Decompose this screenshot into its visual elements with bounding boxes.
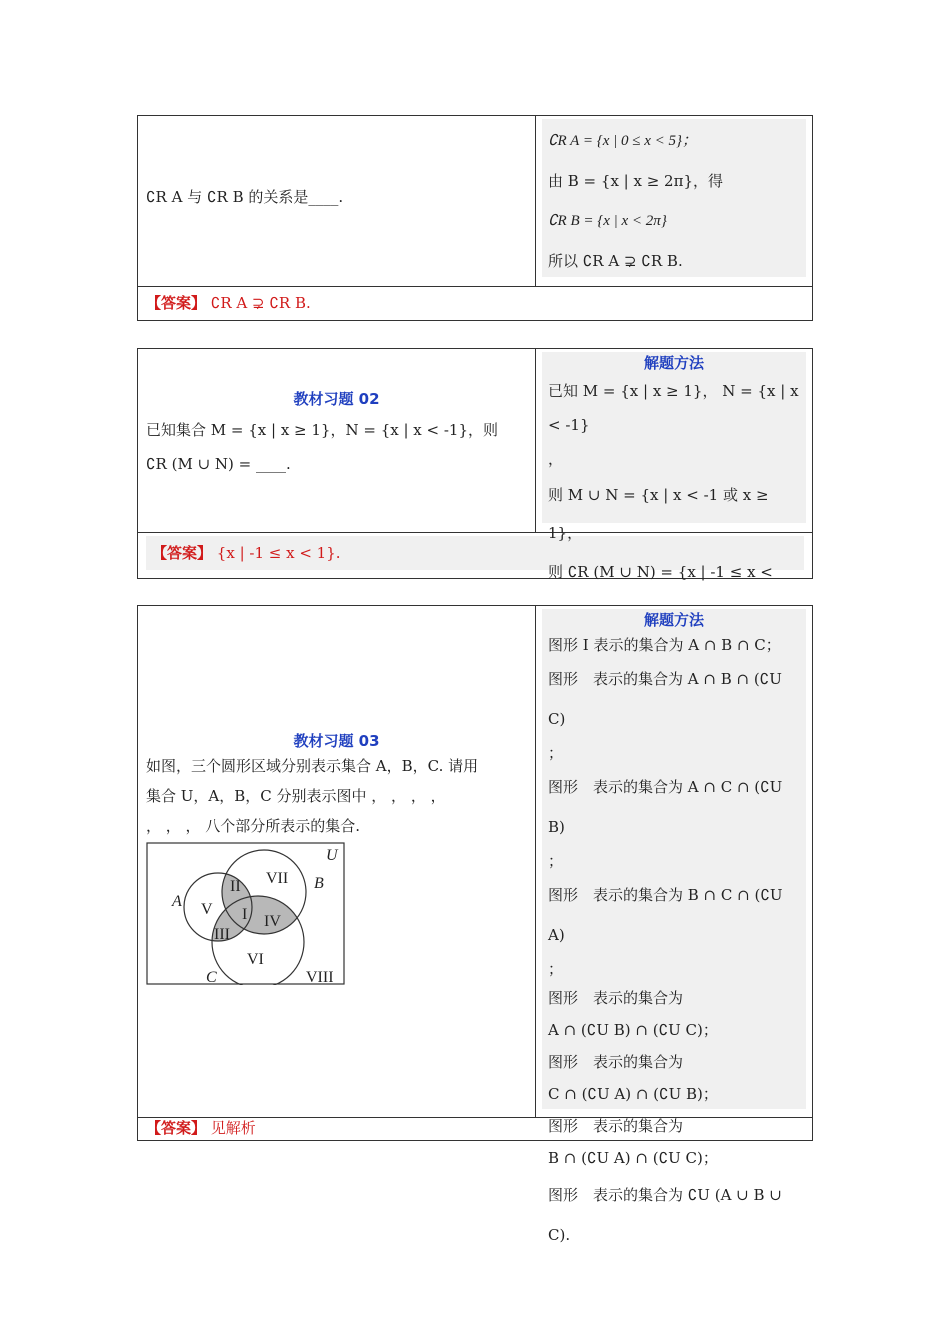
venn-diagram xyxy=(146,842,346,985)
solution-line: A ∩ (∁U B) ∩ (∁U C)； xyxy=(548,1021,718,1039)
answer-label: 【答案】 xyxy=(152,544,213,562)
answer-text: {x | -1 ≤ x < 1}. xyxy=(216,544,341,562)
answer-label: 【答案】 xyxy=(146,1119,207,1137)
solution-line: 已知 M = {x | x ≥ 1}， N = {x | x < -1} xyxy=(548,382,799,434)
region-ii: II xyxy=(230,878,241,895)
label-b: B xyxy=(314,875,324,892)
solution-line: 图形 表示的集合为 ∁U (A ∪ B ∪ C). xyxy=(548,1186,782,1244)
solution-line: C ∩ (∁U A) ∩ (∁U B)； xyxy=(548,1085,718,1103)
region-vi: VI xyxy=(247,951,264,968)
question-cell xyxy=(138,116,536,286)
region-i: I xyxy=(242,906,248,923)
question-line: 如图，三个圆形区域分别表示集合 A，B，C. 请用 xyxy=(146,757,479,775)
solution-line: 图形 表示的集合为 A ∩ B ∩ (∁U C) xyxy=(548,670,782,728)
solution-line: 所以 ∁R A ⊋ ∁R B. xyxy=(548,252,683,270)
solution-line: ； xyxy=(548,744,564,762)
region-viii: VIII xyxy=(306,969,334,985)
region-iv: IV xyxy=(264,913,281,930)
problem-table-2 xyxy=(137,348,813,579)
question-line: 已知集合 M = {x | x ≥ 1}，N = {x | x < -1}，则 xyxy=(146,421,499,439)
solution-line: 图形 表示的集合为 xyxy=(548,1117,684,1135)
question-body xyxy=(146,751,527,841)
solution-title: 解题方法 xyxy=(643,611,704,629)
question-title: 教材习题 02 xyxy=(293,390,380,408)
solution-line: 图形 表示的集合为 B ∩ C ∩ (∁U A) xyxy=(548,886,783,944)
solution-cell xyxy=(536,116,812,286)
solution-box xyxy=(542,352,806,581)
answer-text: ∁R A ⊋ ∁R B. xyxy=(210,294,311,312)
question-body xyxy=(146,415,527,483)
solution-title: 解题方法 xyxy=(643,354,704,372)
label-a: A xyxy=(172,893,182,910)
question-cell xyxy=(138,606,536,1117)
answer-row xyxy=(138,287,812,320)
solution-box xyxy=(542,609,806,1244)
region-v: V xyxy=(201,901,213,918)
label-u: U xyxy=(326,847,338,864)
region-iii: III xyxy=(214,926,230,943)
solution-box xyxy=(542,119,806,277)
region-vii: VII xyxy=(266,870,289,887)
solution-line: ∁R B = {x | x < 2π} xyxy=(548,213,667,229)
solution-cell xyxy=(536,349,812,581)
problem-table-3 xyxy=(137,605,813,1244)
solution-line: 图形 表示的集合为 xyxy=(548,1053,684,1071)
question-line: ∁R (M ∪ N) = ____. xyxy=(146,455,291,473)
answer-text: 见解析 xyxy=(210,1119,256,1137)
answer-label: 【答案】 xyxy=(146,294,207,312)
solution-line: 则 ∁R (M ∪ N) = {x | -1 ≤ x < xyxy=(548,563,773,581)
solution-line: ； xyxy=(548,852,564,870)
question-title: 教材习题 03 xyxy=(293,732,380,750)
solution-line: 由 B = {x | x ≥ 2π}，得 xyxy=(548,172,723,190)
solution-line: ； xyxy=(548,960,564,978)
solution-line: 则 M ∪ N = {x | x < -1 或 x ≥ 1}， xyxy=(548,486,769,542)
label-c: C xyxy=(206,969,217,985)
solution-line: 图形 I 表示的集合为 A ∩ B ∩ C； xyxy=(548,636,781,654)
problem-row xyxy=(138,116,812,287)
solution-line: 图形 表示的集合为 xyxy=(548,989,684,1007)
solution-line: ， xyxy=(548,450,564,468)
question-text: ∁R A 与 ∁R B 的关系是____. xyxy=(146,188,344,206)
solution-line: B ∩ (∁U A) ∩ (∁U C)； xyxy=(548,1149,718,1167)
question-line: ， ， ， 八个部分所表示的集合. xyxy=(146,817,361,835)
question-line: 集合 U，A，B，C 分别表示图中 ， ， ， ， xyxy=(146,787,446,805)
solution-line: ∁R A = {x | 0 ≤ x < 5}； xyxy=(548,133,697,149)
question-cell xyxy=(138,349,536,532)
problem-table-1 xyxy=(137,115,813,321)
solution-cell xyxy=(536,606,812,1244)
solution-line: 图形 表示的集合为 A ∩ C ∩ (∁U B) xyxy=(548,778,783,836)
